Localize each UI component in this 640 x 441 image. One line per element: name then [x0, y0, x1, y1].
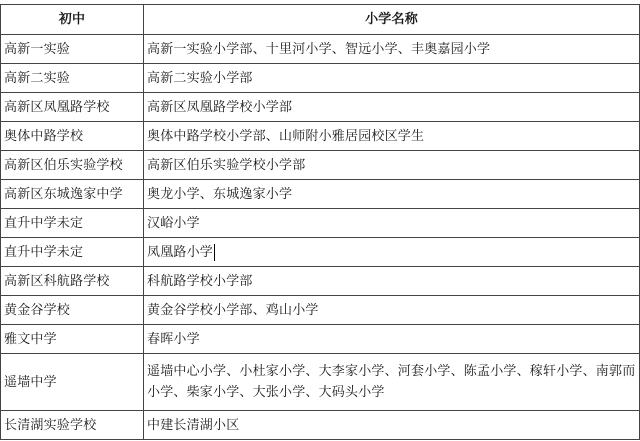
header-row: [1, 5, 640, 35]
middle-school-cell: 直升中学未定: [1, 209, 144, 238]
middle-school-cell: 高新区东城逸家中学: [1, 180, 144, 209]
primary-school-cell: 奥体中路学校小学部、山师附小雅居园校区学生: [144, 122, 640, 151]
table-row: [1, 209, 640, 238]
table-row: [1, 64, 640, 93]
middle-school-cell: 长清湖实验学校: [1, 411, 144, 440]
primary-school-cell: 科航路学校小学部: [144, 267, 640, 296]
table-row: [1, 411, 640, 440]
primary-school-cell: 黄金谷学校小学部、鸡山小学: [144, 296, 640, 325]
primary-school-cell: 遥墙中心小学、小杜家小学、大李家小学、河套小学、陈孟小学、稼轩小学、南郭而小学、柴家小学、大张小学、大码头小学: [144, 354, 640, 411]
primary-school-cell: 春晖小学: [144, 325, 640, 354]
table-row: [1, 354, 640, 411]
primary-school-cell: 高新一实验小学部、十里河小学、智远小学、丰奥嘉园小学: [144, 35, 640, 64]
primary-school-cell: 奥龙小学、东城逸家小学: [144, 180, 640, 209]
primary-school-text: 凤凰路小学: [147, 244, 214, 260]
middle-school-cell: 高新区凤凰路学校: [1, 93, 144, 122]
middle-school-cell: 高新区科航路学校: [1, 267, 144, 296]
primary-school-cell: 汉峪小学: [144, 209, 640, 238]
middle-school-cell: 直升中学未定: [1, 238, 144, 267]
primary-school-cell: 高新二实验小学部: [144, 64, 640, 93]
middle-school-cell: 黄金谷学校: [1, 296, 144, 325]
primary-school-cell-with-cursor[interactable]: [144, 238, 640, 267]
primary-school-cell: 中建长清湖小区: [144, 411, 640, 440]
primary-school-cell: 高新区伯乐实验学校小学部: [144, 151, 640, 180]
middle-school-cell: 遥墙中学: [1, 354, 144, 411]
primary-school-cell: 高新区凤凰路学校小学部: [144, 93, 640, 122]
middle-school-cell: 高新区伯乐实验学校: [1, 151, 144, 180]
table-row: [1, 180, 640, 209]
school-district-table: [0, 4, 640, 440]
table-row: [1, 267, 640, 296]
table-row: [1, 151, 640, 180]
middle-school-cell: 雅文中学: [1, 325, 144, 354]
header-middle-school: 初中: [1, 5, 144, 35]
table-row: [1, 122, 640, 151]
table-row: [1, 296, 640, 325]
header-primary-school: 小学名称: [144, 5, 640, 35]
table-row: [1, 238, 640, 267]
text-cursor: [214, 244, 215, 261]
table-row: [1, 325, 640, 354]
middle-school-cell: 高新一实验: [1, 35, 144, 64]
table-row: [1, 35, 640, 64]
table-row: [1, 93, 640, 122]
middle-school-cell: 高新二实验: [1, 64, 144, 93]
middle-school-cell: 奥体中路学校: [1, 122, 144, 151]
